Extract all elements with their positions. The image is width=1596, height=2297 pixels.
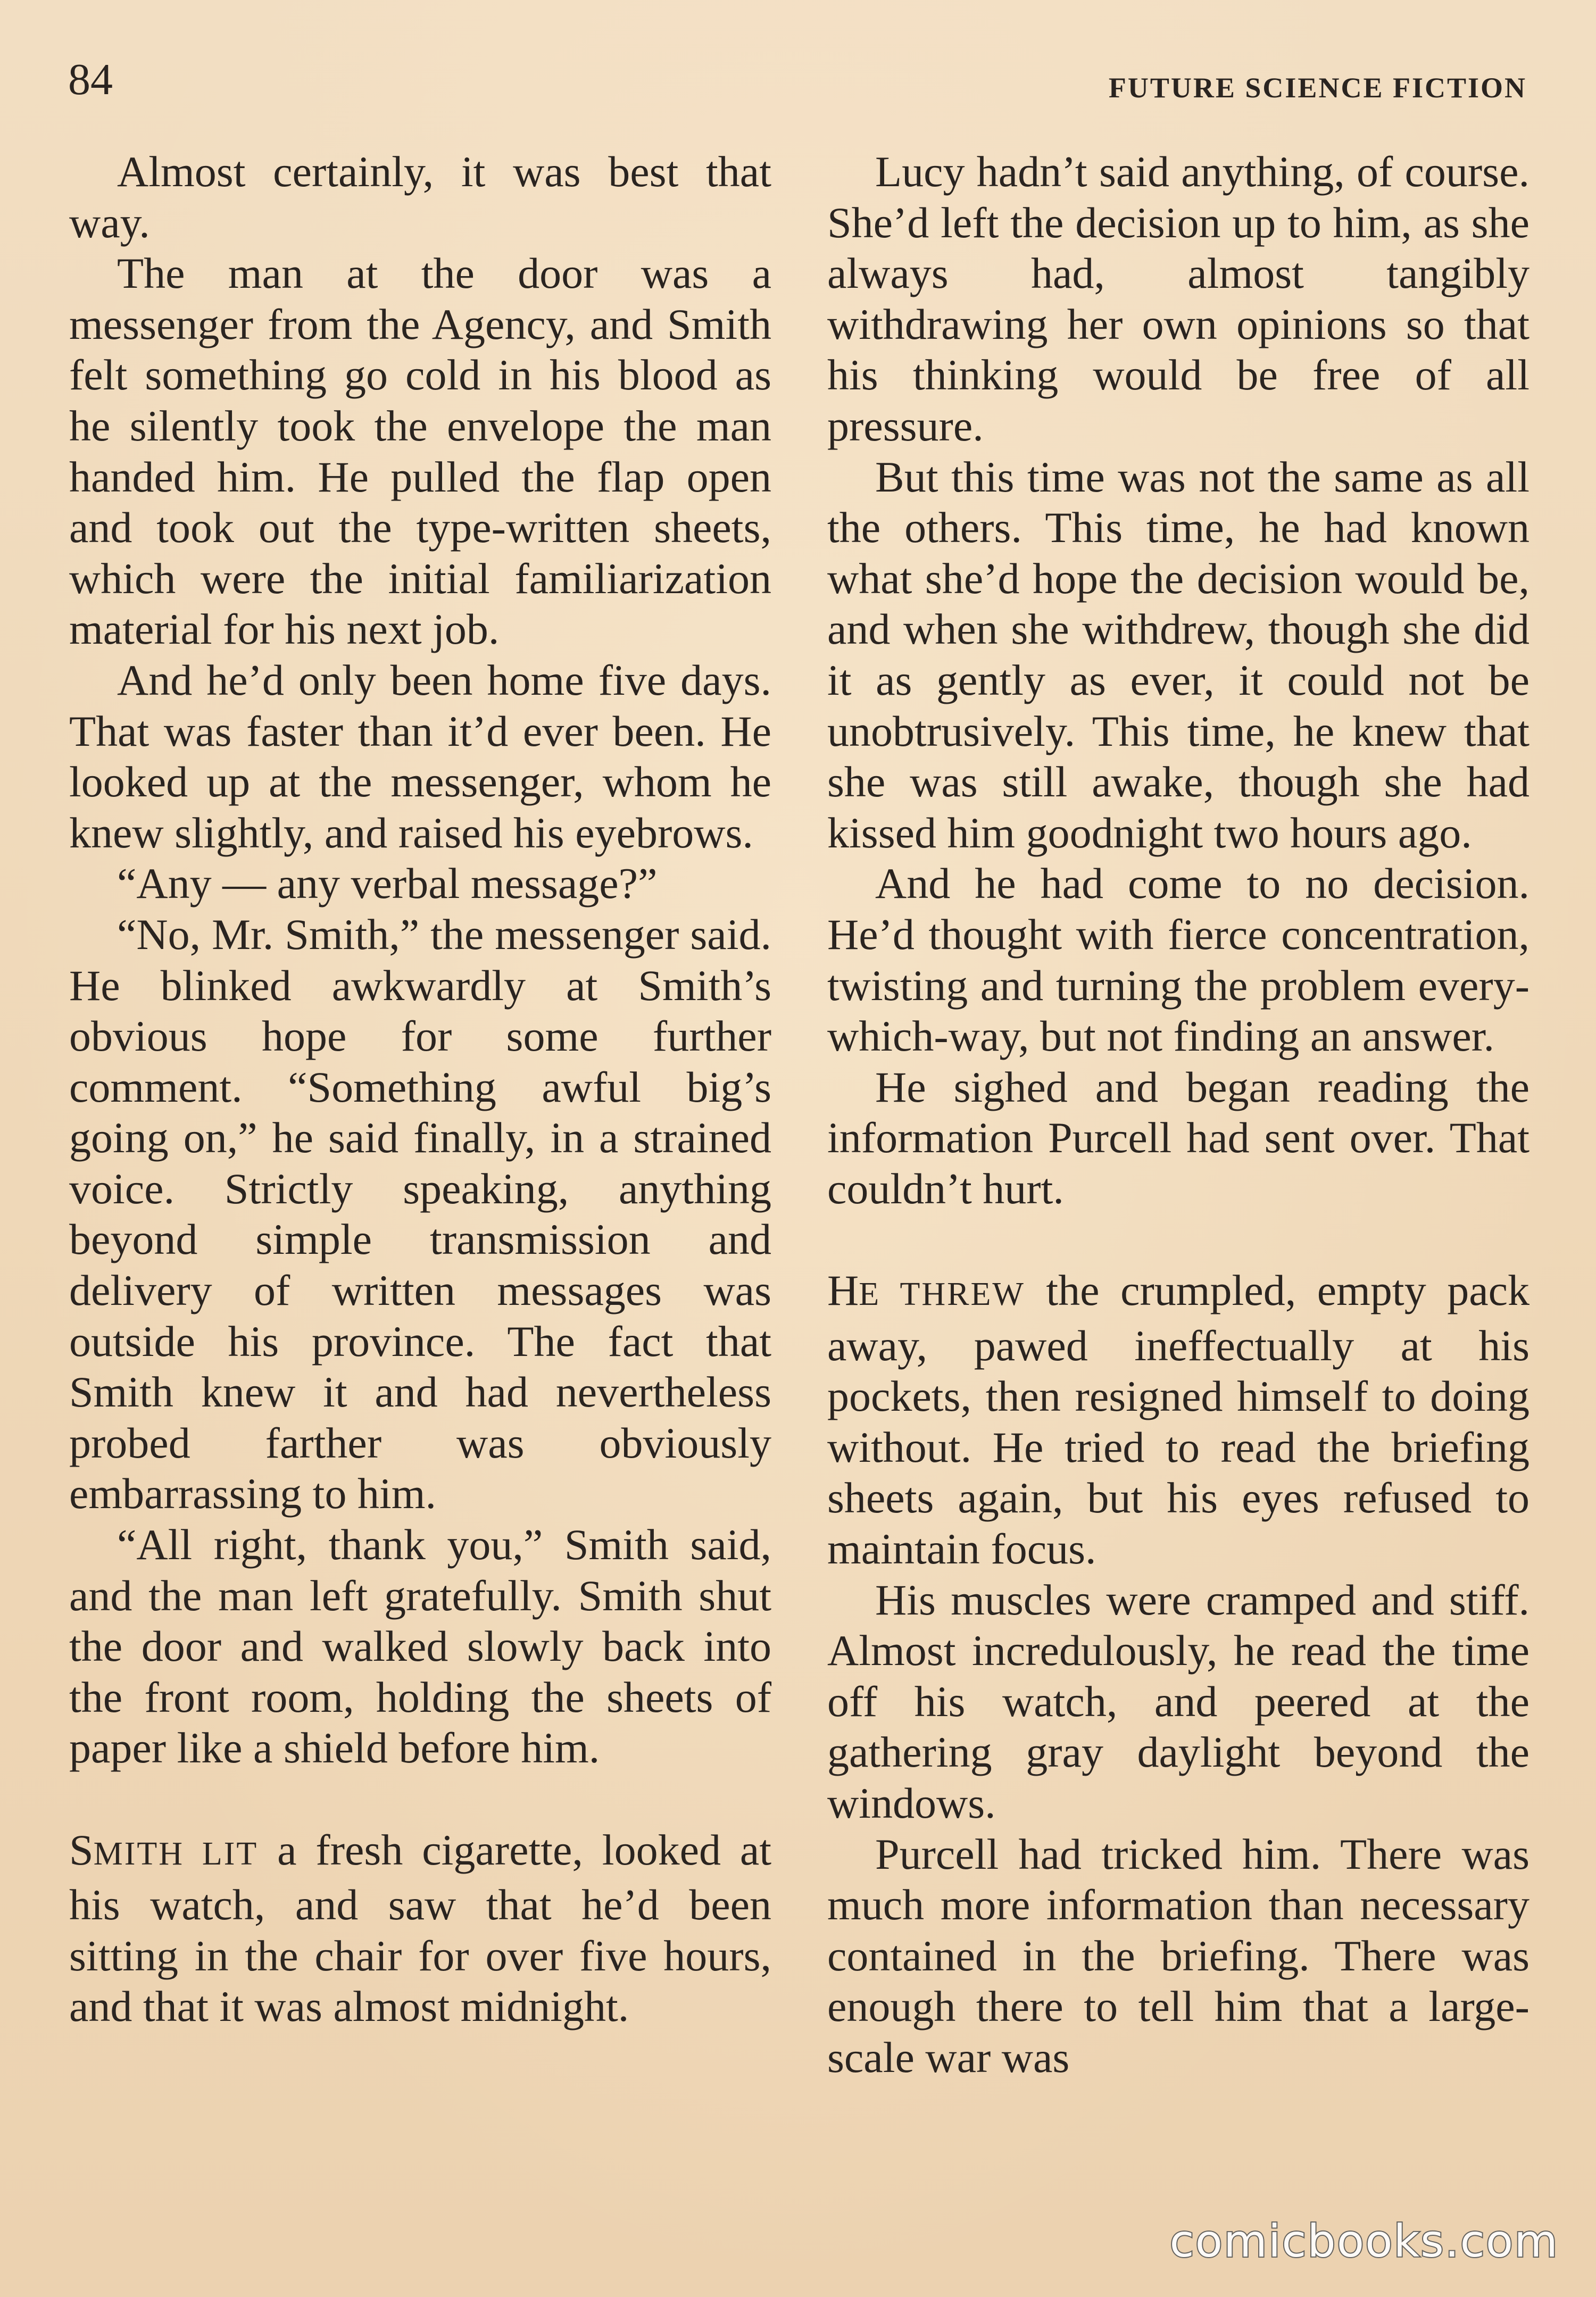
paragraph: “Any — any verbal message?” xyxy=(117,859,658,908)
paragraph: Lucy hadn’t said anything, of course. She’d left the decision up to him, as she always had, almost tangibly withdrawing her own opinions so that his thinking would be free of all pressure. xyxy=(827,147,1530,450)
section-opening-paragraph: SMITH LIT a fresh cigarette, looked at his watch, and saw that he’d been sitting in the chair for over five hours, and that it was almost midnight. xyxy=(69,1825,772,2031)
paragraph: But this time was not the same as all the others. This time, he had known what she’d hope the decision would be, and when she withdrew, though she did it as gently as ever, it could not be unobtrusively. This time, he knew that she was still awake, though she had kissed him goodnight two hours ago. xyxy=(827,452,1530,857)
right-column xyxy=(827,146,1530,2083)
paragraph: Almost certainly, it was best that way. xyxy=(69,147,771,247)
watermark: comicbooks.com xyxy=(1169,2215,1559,2267)
section-opening-paragraph: HE THREW the crumpled, empty pack away, pawed ineffectually at his pockets, then resigned himself to doing without. He tried to read the briefing sheets again, but his eyes refused to maintain focus. xyxy=(827,1266,1530,1574)
paragraph: Purcell had tricked him. There was much more information than necessary contained in the briefing. There was enough there to tell him that a large-scale war was xyxy=(827,1829,1530,2082)
paragraph: And he had come to no decision. He’d thought with fierce concentration, twisting and turning the problem every-which-way, but not finding an answer. xyxy=(827,859,1530,1061)
paragraph: The man at the door was a messenger from the Agency, and Smith felt something go cold in his blood as he silently took the envelope the man handed him. He pulled the flap open and took out the type-written sheets, which were the initial familiarization material for his next job. xyxy=(69,249,771,654)
paragraph: His muscles were cramped and stiff. Almost incredulously, he read the time off his watch, and peered at the gathering gray daylight beyond the windows. xyxy=(827,1575,1530,1827)
paragraph: “No, Mr. Smith,” the messenger said. He blinked awkwardly at Smith’s obvious hope for some further comment. “Something awful big’s going on,” he said finally, in a strained voice. Strictly speaking, anything beyond simple transmission and delivery of written messages was outside his province. The fact that Smith knew it and had nevertheless probed farther was obviously embarrassing to him. xyxy=(69,910,771,1518)
paragraph: He sighed and began reading the information Purcell had sent over. That couldn’t hurt. xyxy=(827,1062,1530,1213)
left-column xyxy=(69,146,771,2032)
small-caps-lead: HE THREW xyxy=(827,1266,1025,1315)
paragraph: “All right, thank you,” Smith said, and the man left gratefully. Smith shut the door and walked slowly back into the front room, holding the sheets of paper like a shield before him. xyxy=(69,1520,771,1772)
running-head: FUTURE SCIENCE FICTION xyxy=(1108,72,1527,104)
paragraph: And he’d only been home five days. That was faster than it’d ever been. He looked up at the messenger, whom he knew slightly, and raised his eyebrows. xyxy=(69,655,771,857)
small-caps-lead: SMITH LIT xyxy=(69,1825,259,1874)
page-number: 84 xyxy=(68,55,113,104)
